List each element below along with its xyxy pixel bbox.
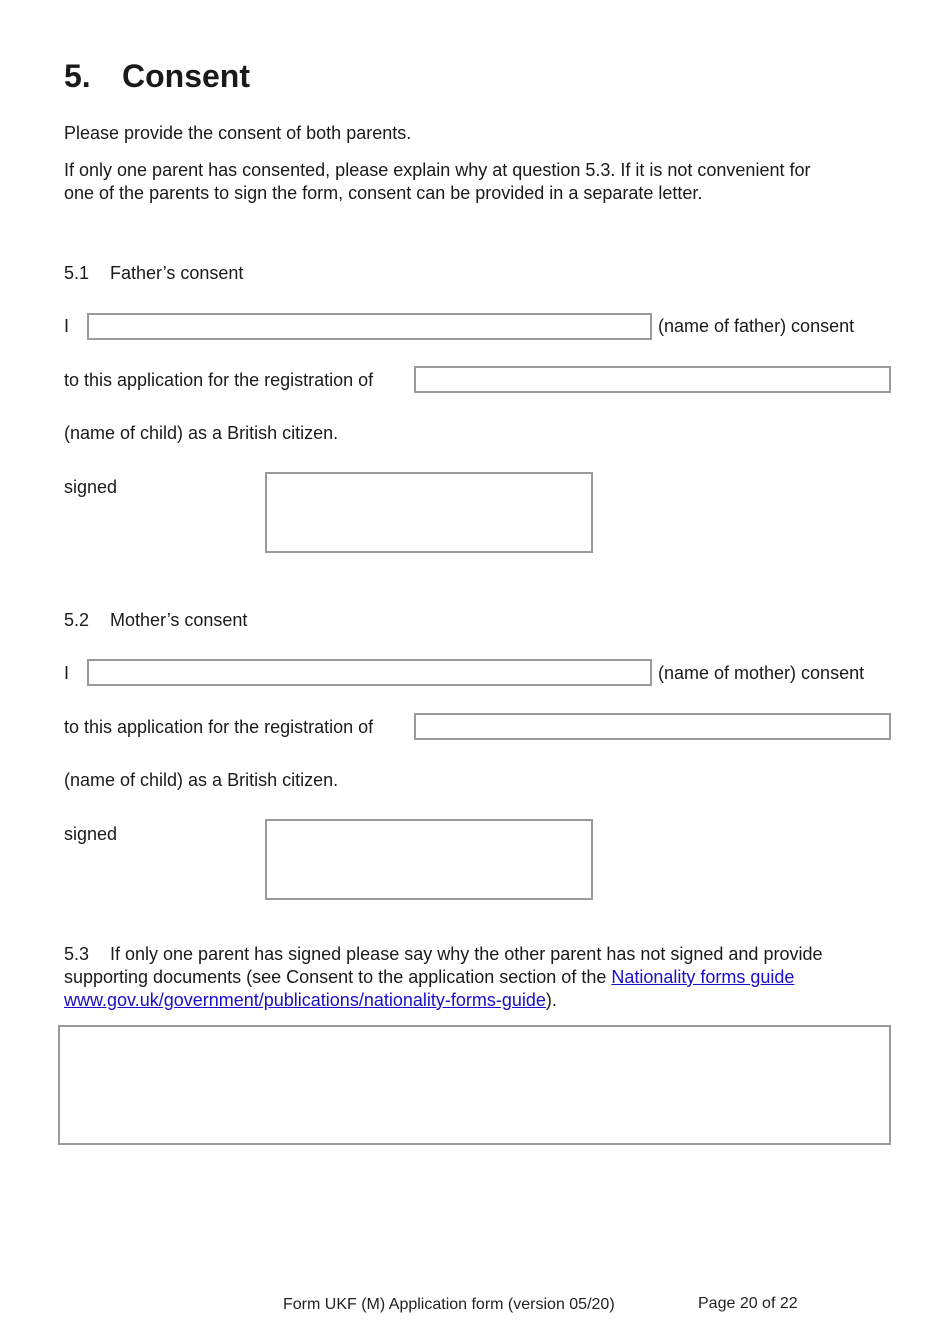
intro-text: Please provide the consent of both parents. [64, 123, 412, 143]
mother-child-name-field[interactable] [414, 713, 891, 740]
footer-form-label: Form UKF (M) Application form (version 05/20) [283, 1296, 615, 1313]
q53-line-1: If only one parent has signed please say why the other parent has not signed and provide [110, 944, 823, 964]
mother-name-suffix: (name of mother) consent [658, 663, 865, 683]
nationality-forms-guide-link[interactable]: Nationality forms guide [611, 967, 795, 987]
intro-note-line-1: If only one parent has consented, please explain why at question 5.3. If it is not convenient for [64, 160, 811, 180]
father-signature-box[interactable] [265, 472, 593, 553]
q53-line-2-text: supporting documents (see Consent to the application section of the [64, 967, 612, 987]
q53-answer-box[interactable] [58, 1025, 891, 1145]
father-registration-label: to this application for the registration of [64, 370, 374, 390]
mother-name-field[interactable] [87, 659, 652, 686]
q53-line-3 [64, 989, 557, 1012]
q53-number: 5.3 [64, 944, 90, 964]
father-signed-label: signed [64, 477, 118, 497]
mother-registration-label: to this application for the registration of [64, 717, 374, 737]
mother-i-label: I [64, 663, 70, 683]
father-section-heading: Father’s consent [110, 263, 244, 283]
mother-section-number: 5.2 [64, 610, 90, 630]
page-title: Consent [122, 58, 250, 94]
father-name-suffix: (name of father) consent [658, 316, 855, 336]
nationality-forms-guide-url-link[interactable]: www.gov.uk/government/publications/nationality-forms-guide [64, 990, 546, 1010]
section-number: 5. [64, 58, 91, 94]
father-child-suffix: (name of child) as a British citizen. [64, 423, 339, 443]
q53-line-3-suffix: ). [545, 990, 557, 1010]
mother-signed-label: signed [64, 824, 118, 844]
mother-signature-box[interactable] [265, 819, 593, 900]
q53-line-2 [64, 966, 794, 989]
footer-page-number: Page 20 of 22 [698, 1295, 798, 1312]
father-i-label: I [64, 316, 70, 336]
father-section-number: 5.1 [64, 263, 90, 283]
mother-child-suffix: (name of child) as a British citizen. [64, 770, 339, 790]
intro-note-line-2: one of the parents to sign the form, consent can be provided in a separate letter. [64, 183, 703, 203]
father-name-field[interactable] [87, 313, 652, 340]
mother-section-heading: Mother’s consent [110, 610, 248, 630]
father-child-name-field[interactable] [414, 366, 891, 393]
